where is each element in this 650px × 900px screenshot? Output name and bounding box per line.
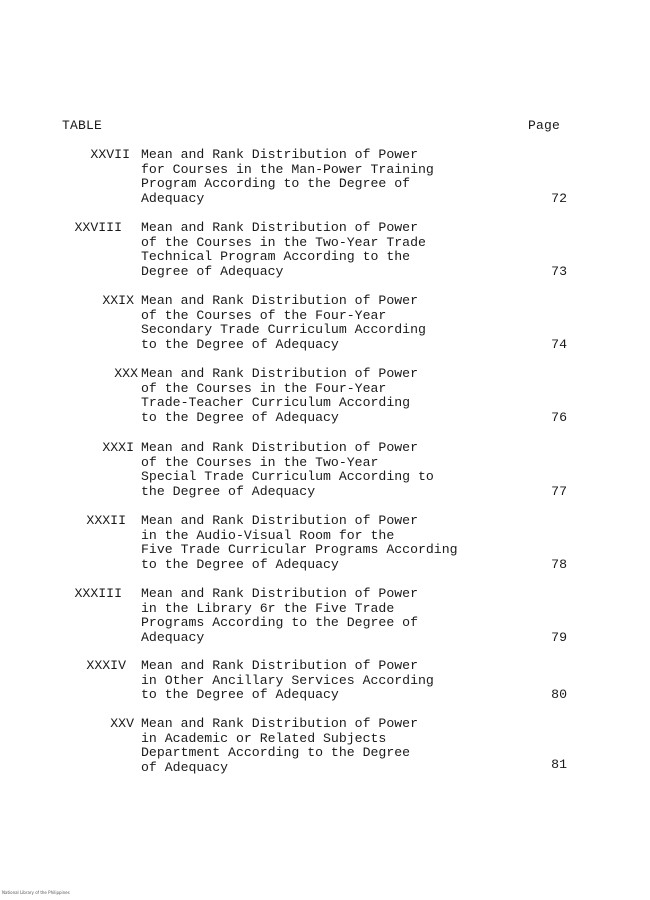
page-number: 78: [551, 557, 567, 572]
table-title: Mean and Rank Distribution of Power in the Audio-Visual Room for the Five Trade Curricular Programs According to the Degree of Adequacy: [141, 513, 458, 572]
table-title: Mean and Rank Distribution of Power in the Library 6r the Five Trade Programs According to the Degree of Adequacy: [141, 586, 418, 645]
table-number: XXXI: [102, 440, 134, 455]
footer-watermark: National Library of the Philippines: [2, 890, 70, 895]
table-number: XXVIII: [74, 220, 122, 235]
table-column-header: TABLE: [62, 118, 103, 133]
table-title: Mean and Rank Distribution of Power in Other Ancillary Services According to the Degree of Adequacy: [141, 658, 434, 703]
page-number: 79: [551, 630, 567, 645]
table-number: XXXII: [86, 513, 126, 528]
table-title: Mean and Rank Distribution of Power of the Courses in the Two-Year Special Trade Curriculum According to the Degree of Adequacy: [141, 440, 434, 499]
table-title: Mean and Rank Distribution of Power in Academic or Related Subjects Department According to the Degree of Adequacy: [141, 716, 418, 775]
table-number: XXXIV: [86, 658, 126, 673]
page-number: 80: [551, 687, 567, 702]
page-number: 76: [551, 410, 567, 425]
table-number: XXVII: [90, 147, 130, 162]
page-number: 77: [551, 484, 567, 499]
table-number: XXV: [110, 716, 134, 731]
table-number: XXIX: [102, 293, 134, 308]
page-number: 72: [551, 191, 567, 206]
table-title: Mean and Rank Distribution of Power of the Courses in the Four-Year Trade-Teacher Curriculum According to the Degree of Adequacy: [141, 366, 418, 425]
table-number: XXXIII: [74, 586, 122, 601]
table-title: Mean and Rank Distribution of Power of the Courses of the Four-Year Secondary Trade Curriculum According to the Degree of Adequacy: [141, 293, 426, 352]
table-title: Mean and Rank Distribution of Power of the Courses in the Two-Year Trade Technical Program According to the Degree of Adequacy: [141, 220, 426, 279]
page-column-header: Page: [528, 118, 561, 133]
page-number: 74: [551, 337, 567, 352]
table-number: XXX: [114, 366, 138, 381]
page-number: 81: [551, 757, 567, 772]
table-title: Mean and Rank Distribution of Power for Courses in the Man-Power Training Program According to the Degree of Adequacy: [141, 147, 434, 206]
page-number: 73: [551, 264, 567, 279]
